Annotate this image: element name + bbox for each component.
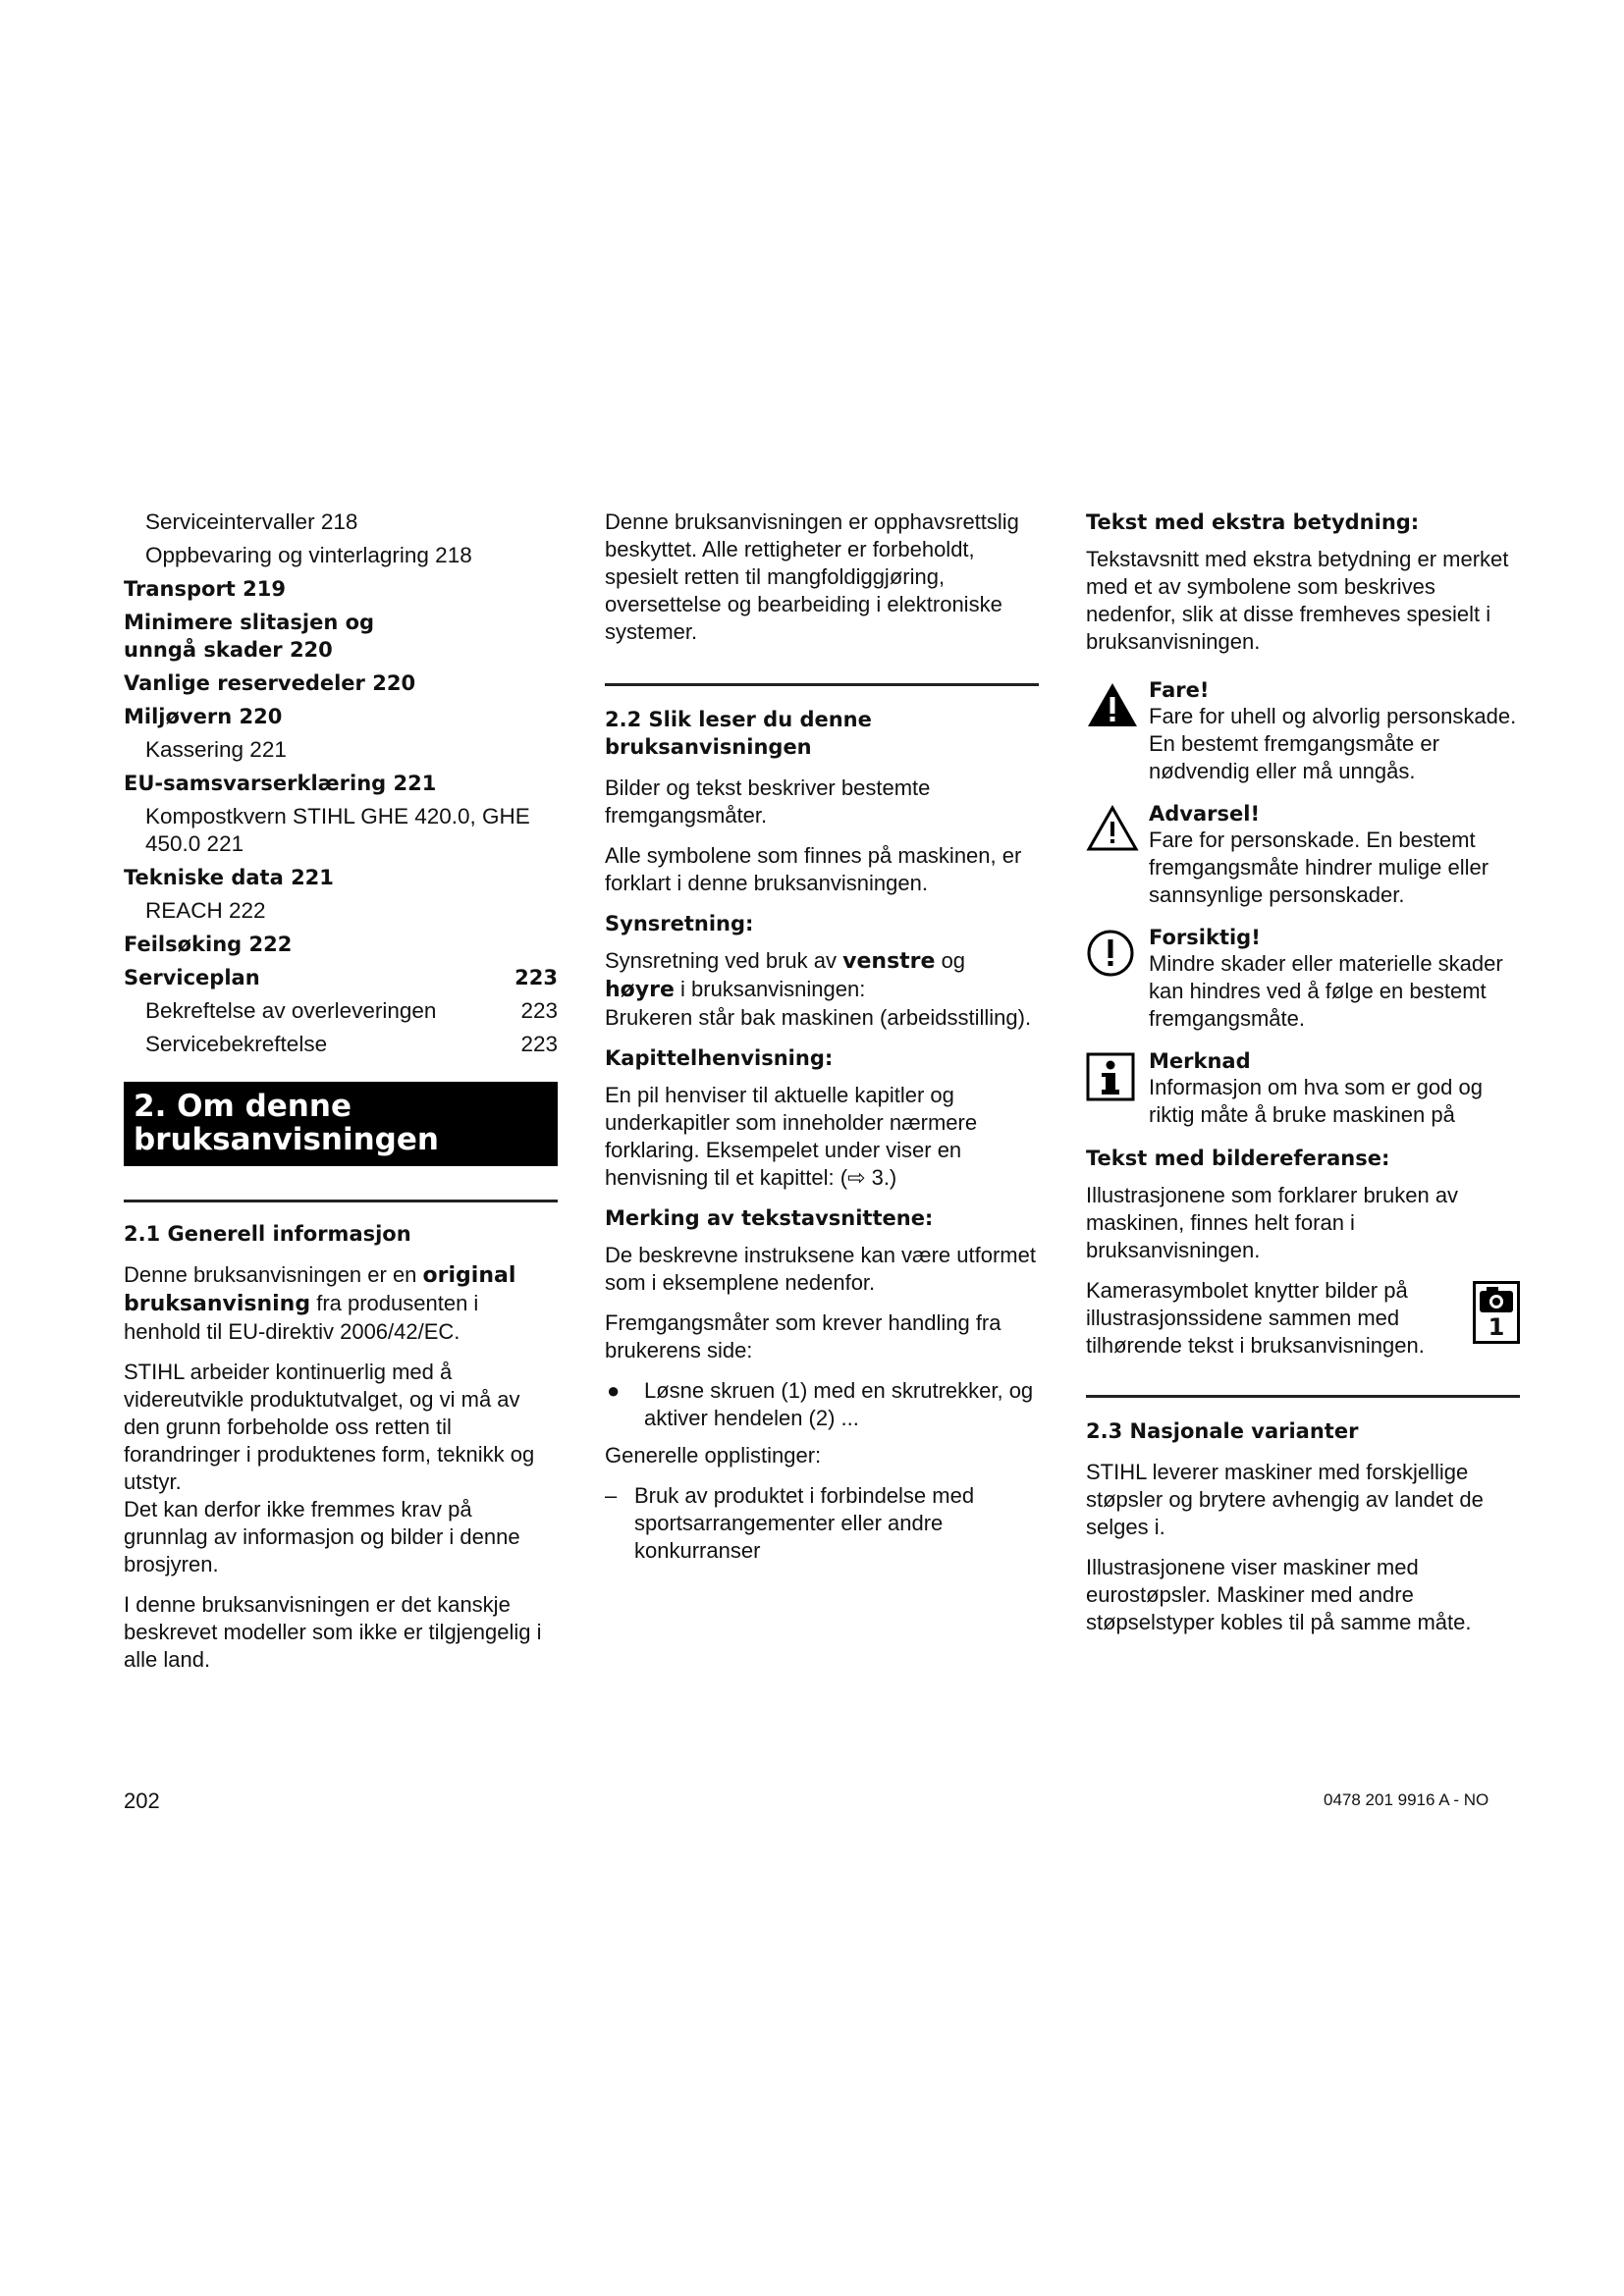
toc-item-page: 223 (514, 966, 558, 989)
generelle-paragraph: Generelle opplistinger: (605, 1443, 822, 1468)
dash-list-item (605, 1482, 1039, 1565)
kap-ref: 3.) (865, 1165, 897, 1190)
toc-item (124, 1031, 558, 1058)
toc-item: Transport 219 (124, 577, 286, 601)
page-number: 202 (124, 1789, 160, 1813)
bilde-heading: Tekst med bildereferanse: (1086, 1147, 1390, 1170)
toc-item: Kassering 221 (145, 737, 287, 762)
s21-paragraph-3: Det kan derfor ikke fremmes krav på grunnlag av informasjon og bilder i denne brosjyren. (124, 1497, 520, 1576)
notice-note (1086, 1048, 1520, 1129)
toc-item-title: Bekreftelse av overleveringen (145, 998, 437, 1023)
kamera-paragraph: Kamerasymbolet knytter bilder på illustrasjonssidene sammen med tilhørende tekst i bruksanvisningen. (1086, 1278, 1425, 1358)
danger-icon (1086, 677, 1149, 785)
info-icon (1086, 1048, 1149, 1129)
toc-item: Minimere slitasjen og unngå skader 220 (124, 611, 375, 662)
note-title: Merknad (1149, 1049, 1251, 1073)
camera-number: 1 (1488, 1313, 1505, 1341)
notice-danger (1086, 677, 1520, 785)
toc-item: Vanlige reservedeler 220 (124, 671, 416, 695)
dash-icon: – (605, 1483, 618, 1508)
s21-paragraph-2: STIHL arbeider kontinuerlig med å videreutvikle produktutvalget, og vi må av den grunn forbeholde oss retten til forandringer i produktenes form, teknikk og utstyr. (124, 1360, 535, 1494)
toc-item: Serviceintervaller 218 (145, 509, 358, 534)
caution-title: Forsiktig! (1149, 926, 1261, 949)
caution-icon (1086, 925, 1149, 1033)
bilde-paragraph: Illustrasjonene som forklarer bruken av maskinen, finnes helt foran i bruksanvisningen. (1086, 1183, 1459, 1262)
synsretning-heading: Synsretning: (605, 912, 754, 935)
note-text: Informasjon om hva som er god og riktig måte å bruke maskinen på (1149, 1075, 1483, 1127)
toc-item: Feilsøking 222 (124, 933, 293, 956)
arrow-icon: ⇨ (847, 1165, 866, 1190)
danger-text: Fare for uhell og alvorlig personskade. En bestemt fremgangsmåte er nødvendig eller må unngås. (1149, 704, 1517, 783)
s22-paragraph-2: Alle symbolene som finnes på maskinen, er forklart i denne bruksanvisningen. (605, 843, 1022, 895)
s21-p1-text: Denne bruksanvisningen er en (124, 1262, 423, 1287)
camera-icon (1473, 1281, 1520, 1344)
toc-item: Miljøvern 220 (124, 705, 283, 728)
toc-item: EU-samsvarserklæring 221 (124, 772, 437, 795)
toc-item (124, 997, 558, 1025)
s23-paragraph-2: Illustrasjonene viser maskiner med eurostøpsler. Maskiner med andre støpselstyper kobles til på samme måte. (1086, 1555, 1472, 1634)
toc-item-title: Serviceplan (124, 966, 260, 989)
toc-item: Kompostkvern STIHL GHE 420.0, GHE 450.0 221 (145, 804, 530, 856)
danger-title: Fare! (1149, 678, 1210, 702)
syn-bold-right: høyre (605, 978, 675, 1002)
kapittel-heading: Kapittelhenvisning: (605, 1046, 834, 1070)
s21-paragraph-4: I denne bruksanvisningen er det kanskje beskrevet modeller som ikke er tilgjengelig i alle land. (124, 1592, 542, 1672)
toc-item: Tekniske data 221 (124, 866, 334, 889)
fremgangsmater-paragraph: Fremgangsmåter som krever handling fra brukerens side: (605, 1310, 1001, 1362)
section-2-1-heading: 2.1 Generell informasjon (124, 1222, 411, 1246)
warning-title: Advarsel! (1149, 802, 1261, 826)
s21-p1-text-end: fra produsenten i henhold til EU-direktiv 2006/42/EC. (124, 1291, 479, 1344)
column-3 (1086, 508, 1520, 1649)
toc-item (124, 964, 558, 991)
syn-text-a: Synsretning ved bruk av (605, 948, 843, 973)
toc-item: REACH 222 (145, 898, 266, 923)
table-of-contents (124, 508, 558, 1058)
syn-text-e: i bruksanvisningen: (674, 977, 866, 1001)
copyright-paragraph: Denne bruksanvisningen er opphavsrettslig beskyttet. Alle rettigheter er forbeholdt, spesielt retten til mangfoldiggjøring, oversettelse og bearbeiding i elektroniske systemer. (605, 509, 1019, 644)
kapittel-paragraph (605, 1082, 1039, 1192)
s21-p1-bold: original bruksanvisning (124, 1263, 516, 1316)
warning-text: Fare for personskade. En bestemt fremgangsmåte hindrer mulige eller sannsynlige personskader. (1149, 828, 1489, 907)
column-2 (605, 508, 1039, 1565)
merking-paragraph: De beskrevne instruksene kan være utformet som i eksemplene nedenfor. (605, 1243, 1036, 1295)
bullet-icon: ● (607, 1378, 621, 1403)
document-code: 0478 201 9916 A - NO (1324, 1790, 1489, 1809)
chapter-title: 2. Om denne bruksanvisningen (124, 1082, 558, 1166)
merking-heading: Merking av tekstavsnittene: (605, 1206, 934, 1230)
notice-warning (1086, 801, 1520, 909)
synsretning-paragraph (605, 947, 1039, 1004)
syn-bold-left: venstre (842, 949, 936, 974)
dash-text: Bruk av produktet i forbindelse med sportsarrangementer eller andre konkurranser (634, 1483, 975, 1563)
s21-paragraph-1 (124, 1261, 558, 1346)
syn-text-c: og (935, 948, 966, 973)
toc-item-page: 223 (520, 998, 558, 1023)
camera-row (1086, 1277, 1520, 1360)
tekst-heading: Tekst med ekstra betydning: (1086, 510, 1420, 534)
toc-item: Oppbevaring og vinterlagring 218 (145, 543, 472, 567)
notice-caution (1086, 925, 1520, 1033)
section-divider (1086, 1395, 1520, 1398)
toc-item-title: Servicebekreftelse (145, 1032, 328, 1056)
bullet-text: Løsne skruen (1) med en skrutrekker, og aktiver hendelen (2) ... (644, 1378, 1034, 1430)
s23-paragraph-1: STIHL leverer maskiner med forskjellige støpsler og brytere avhengig av landet de selges i. (1086, 1460, 1484, 1539)
bullet-list-item (605, 1377, 1039, 1432)
section-divider (605, 683, 1039, 686)
synsretning-paragraph-2: Brukeren står bak maskinen (arbeidsstilling). (605, 1005, 1032, 1030)
section-2-3-heading: 2.3 Nasjonale varianter (1086, 1419, 1359, 1443)
section-divider (124, 1200, 558, 1202)
kap-text: En pil henviser til aktuelle kapitler og underkapitler som inneholder nærmere forklaring. Eksempelet under viser en henvisning til et kapittel: ( (605, 1083, 978, 1190)
column-1 (124, 508, 558, 1686)
caution-text: Mindre skader eller materielle skader kan hindres ved å følge en bestemt fremgangsmåte. (1149, 951, 1503, 1031)
s22-paragraph-1: Bilder og tekst beskriver bestemte fremgangsmåter. (605, 775, 931, 828)
section-2-2-heading: 2.2 Slik leser du denne bruksanvisningen (605, 708, 872, 759)
warning-icon (1086, 801, 1149, 909)
toc-item-page: 223 (520, 1032, 558, 1056)
tekst-paragraph: Tekstavsnitt med ekstra betydning er merket med et av symbolene som beskrives nedenfor, slik at disse fremheves spesielt i bruksanvisningen. (1086, 547, 1509, 654)
